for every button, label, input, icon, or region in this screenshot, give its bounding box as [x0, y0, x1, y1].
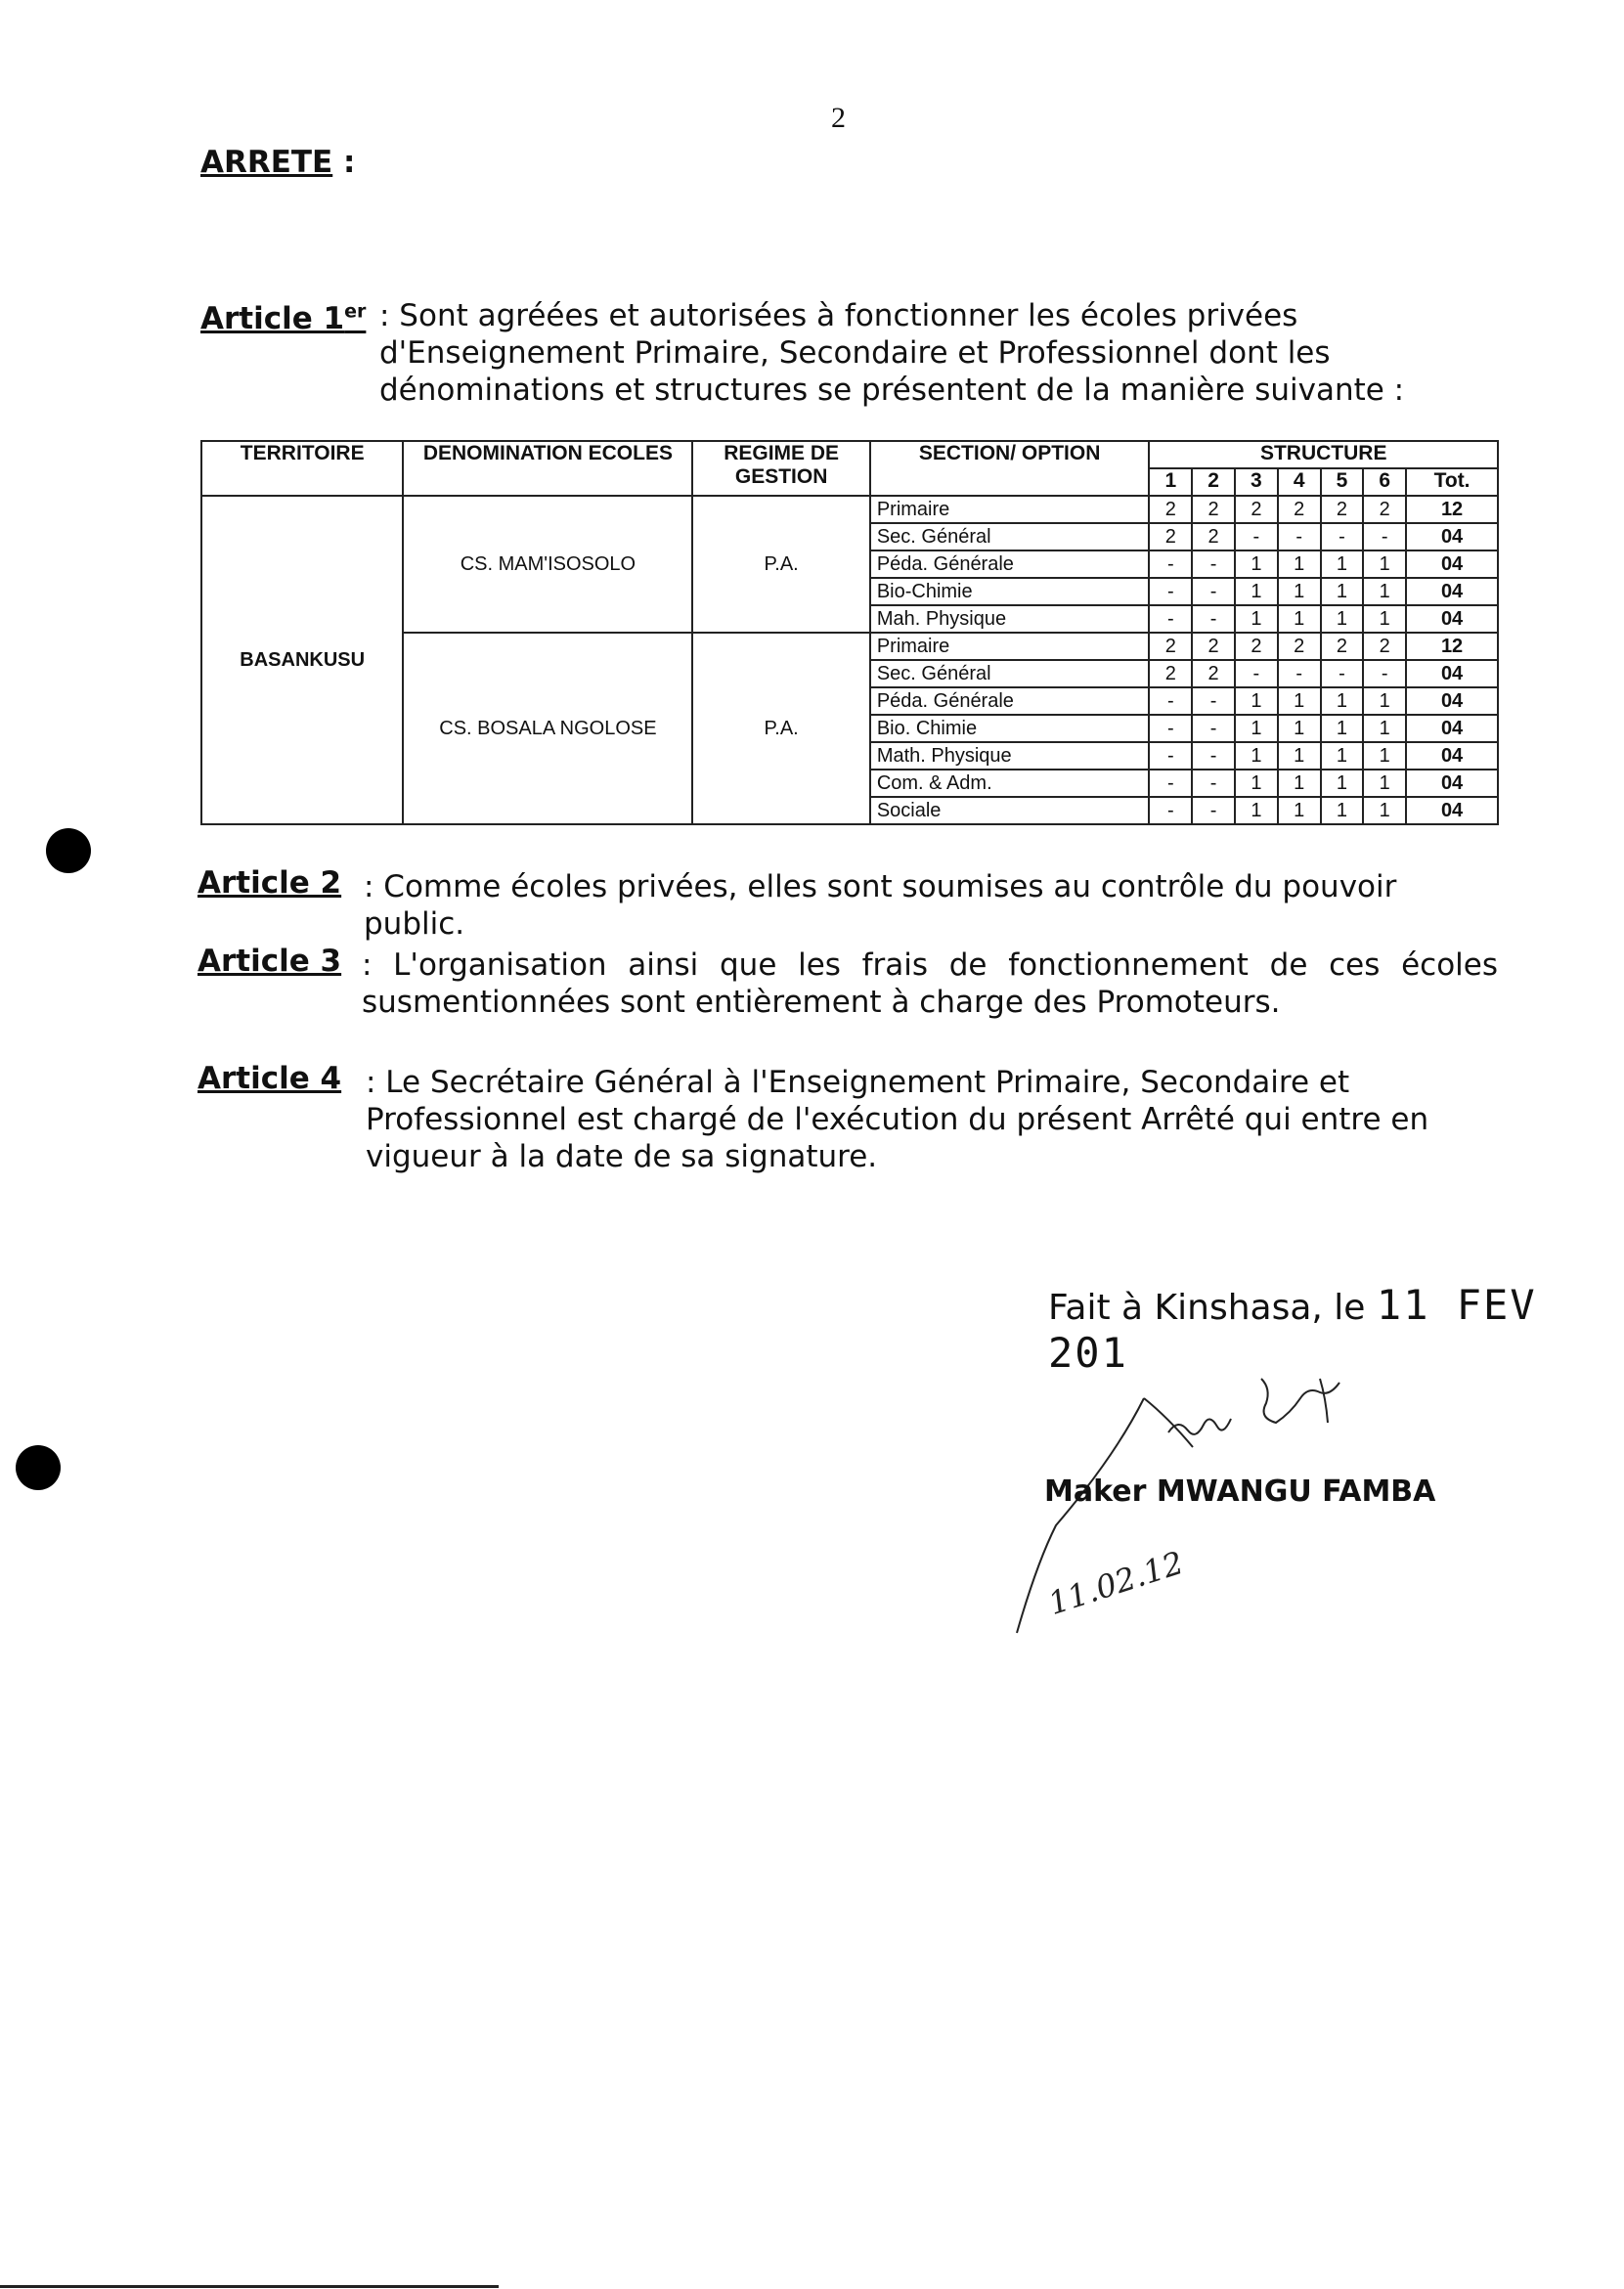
- structure-value-cell: 1: [1278, 550, 1321, 578]
- article-4: [198, 1060, 1498, 1174]
- structure-value-cell: 2: [1192, 523, 1235, 550]
- stamp-date: 11 FEV 201: [1048, 1281, 1537, 1377]
- structure-value-cell: 1: [1235, 715, 1278, 742]
- header-section: SECTION/ OPTION: [870, 441, 1150, 496]
- total-cell: 04: [1406, 523, 1498, 550]
- total-cell: 04: [1406, 605, 1498, 633]
- option-cell: Primaire: [870, 633, 1150, 660]
- structure-value-cell: -: [1235, 660, 1278, 687]
- structure-value-cell: 1: [1363, 550, 1406, 578]
- school-name-cell: CS. MAM'ISOSOLO: [403, 496, 692, 633]
- total-cell: 04: [1406, 550, 1498, 578]
- option-cell: Sociale: [870, 797, 1150, 824]
- structure-value-cell: -: [1149, 797, 1192, 824]
- structure-value-cell: 2: [1321, 496, 1364, 523]
- structure-value-cell: -: [1149, 687, 1192, 715]
- structure-value-cell: 1: [1278, 797, 1321, 824]
- school-name-cell: CS. BOSALA NGOLOSE: [403, 633, 692, 824]
- structure-value-cell: 1: [1235, 578, 1278, 605]
- structure-value-cell: 1: [1278, 770, 1321, 797]
- header-structure: STRUCTURE: [1149, 441, 1498, 468]
- structure-value-cell: 1: [1321, 742, 1364, 770]
- total-cell: 04: [1406, 770, 1498, 797]
- structure-value-cell: 1: [1235, 687, 1278, 715]
- structure-value-cell: 2: [1235, 633, 1278, 660]
- article-1-label: Article 1er: [200, 301, 367, 337]
- territoire-cell: BASANKUSU: [201, 496, 403, 824]
- structure-value-cell: -: [1192, 797, 1235, 824]
- option-cell: Primaire: [870, 496, 1150, 523]
- structure-value-cell: 2: [1235, 496, 1278, 523]
- structure-value-cell: -: [1192, 605, 1235, 633]
- total-cell: 04: [1406, 797, 1498, 824]
- structure-value-cell: 1: [1235, 770, 1278, 797]
- total-cell: 04: [1406, 715, 1498, 742]
- structure-value-cell: -: [1321, 523, 1364, 550]
- structure-value-cell: -: [1149, 770, 1192, 797]
- regime-cell: P.A.: [692, 633, 869, 824]
- structure-value-cell: -: [1363, 660, 1406, 687]
- structure-value-cell: 1: [1363, 605, 1406, 633]
- structure-value-cell: -: [1149, 605, 1192, 633]
- header-territoire: TERRITOIRE: [201, 441, 403, 496]
- structure-value-cell: 1: [1363, 770, 1406, 797]
- header-col-total: Tot.: [1406, 468, 1498, 496]
- structure-value-cell: 2: [1149, 633, 1192, 660]
- structure-value-cell: 1: [1235, 797, 1278, 824]
- header-col: 2: [1192, 468, 1235, 496]
- structure-value-cell: 2: [1278, 496, 1321, 523]
- header-regime: REGIME DE GESTION: [692, 441, 869, 496]
- structure-value-cell: 2: [1149, 660, 1192, 687]
- structure-value-cell: 1: [1363, 797, 1406, 824]
- header-col: 4: [1278, 468, 1321, 496]
- structure-value-cell: -: [1149, 715, 1192, 742]
- structure-value-cell: 1: [1235, 550, 1278, 578]
- structure-value-cell: -: [1149, 578, 1192, 605]
- structure-value-cell: -: [1321, 660, 1364, 687]
- header-col: 1: [1149, 468, 1192, 496]
- structure-value-cell: 1: [1278, 687, 1321, 715]
- structure-value-cell: 1: [1321, 578, 1364, 605]
- structure-value-cell: 1: [1278, 605, 1321, 633]
- arrete-label: ARRETE: [200, 145, 333, 180]
- structure-value-cell: 1: [1321, 550, 1364, 578]
- signatory-name: Maker MWANGU FAMBA: [1044, 1475, 1436, 1509]
- structure-value-cell: 2: [1192, 660, 1235, 687]
- bottom-rule: [0, 2285, 499, 2288]
- structure-value-cell: -: [1192, 742, 1235, 770]
- table-row: [201, 496, 1498, 523]
- structure-value-cell: 1: [1321, 605, 1364, 633]
- structure-value-cell: -: [1192, 578, 1235, 605]
- schools-structure-table: [200, 440, 1499, 825]
- total-cell: 04: [1406, 660, 1498, 687]
- structure-value-cell: -: [1149, 742, 1192, 770]
- option-cell: Bio-Chimie: [870, 578, 1150, 605]
- page-number: 2: [831, 102, 846, 134]
- structure-value-cell: 1: [1235, 605, 1278, 633]
- header-denomination: DENOMINATION ECOLES: [403, 441, 692, 496]
- structure-value-cell: -: [1149, 550, 1192, 578]
- article-3: [198, 943, 1498, 1020]
- structure-value-cell: -: [1278, 660, 1321, 687]
- total-cell: 04: [1406, 578, 1498, 605]
- article-3-text: : L'organisation ainsi que les frais de fonctionnement de ces écoles susmentionnées sont entièrement à charge des Promoteurs.: [362, 947, 1498, 1020]
- structure-value-cell: 1: [1278, 578, 1321, 605]
- option-cell: Math. Physique: [870, 742, 1150, 770]
- structure-value-cell: 1: [1321, 687, 1364, 715]
- structure-value-cell: 2: [1278, 633, 1321, 660]
- option-cell: Sec. Général: [870, 660, 1150, 687]
- header-col: 5: [1321, 468, 1364, 496]
- handwritten-date: 11.02.12: [1043, 1543, 1188, 1623]
- table-header-row: [201, 441, 1498, 468]
- structure-value-cell: 2: [1321, 633, 1364, 660]
- total-cell: 12: [1406, 496, 1498, 523]
- total-cell: 04: [1406, 742, 1498, 770]
- article-1-text: : Sont agréées et autorisées à fonctionner les écoles privées d'Enseignement Primaire, Secondaire et Professionnel dont les dénominations et structures se présentent de la manière suivante :: [379, 298, 1405, 408]
- option-cell: Com. & Adm.: [870, 770, 1150, 797]
- structure-value-cell: 1: [1363, 715, 1406, 742]
- structure-value-cell: -: [1363, 523, 1406, 550]
- header-col: 6: [1363, 468, 1406, 496]
- option-cell: Sec. Général: [870, 523, 1150, 550]
- option-cell: Péda. Générale: [870, 550, 1150, 578]
- option-cell: Bio. Chimie: [870, 715, 1150, 742]
- article-1: [200, 293, 1501, 408]
- structure-value-cell: 2: [1149, 496, 1192, 523]
- structure-value-cell: 1: [1363, 578, 1406, 605]
- structure-value-cell: -: [1235, 523, 1278, 550]
- punch-hole-mark: [46, 828, 91, 873]
- structure-value-cell: 1: [1278, 715, 1321, 742]
- structure-value-cell: 1: [1235, 742, 1278, 770]
- option-cell: Mah. Physique: [870, 605, 1150, 633]
- structure-value-cell: 1: [1321, 770, 1364, 797]
- arrete-heading: [200, 145, 355, 180]
- header-col: 3: [1235, 468, 1278, 496]
- option-cell: Péda. Générale: [870, 687, 1150, 715]
- structure-value-cell: 2: [1149, 523, 1192, 550]
- structure-value-cell: 1: [1321, 797, 1364, 824]
- punch-hole-mark: [16, 1445, 61, 1490]
- table-body: [201, 496, 1498, 824]
- structure-value-cell: 1: [1363, 687, 1406, 715]
- structure-value-cell: -: [1192, 715, 1235, 742]
- structure-value-cell: 2: [1363, 496, 1406, 523]
- structure-value-cell: 1: [1321, 715, 1364, 742]
- structure-value-cell: 1: [1278, 742, 1321, 770]
- structure-value-cell: 2: [1363, 633, 1406, 660]
- article-4-text: : Le Secrétaire Général à l'Enseignement Primaire, Secondaire et Professionnel est chargé de l'exécution du présent Arrêté qui entre en vigueur à la date de sa signature.: [366, 1065, 1429, 1174]
- article-4-label: Article 4: [198, 1061, 342, 1096]
- structure-value-cell: -: [1192, 687, 1235, 715]
- structure-value-cell: 1: [1363, 742, 1406, 770]
- structure-value-cell: -: [1278, 523, 1321, 550]
- arrete-colon: :: [332, 145, 356, 180]
- article-2-text: : Comme écoles privées, elles sont soumises au contrôle du pouvoir public.: [364, 869, 1397, 942]
- total-cell: 04: [1406, 687, 1498, 715]
- structure-value-cell: 2: [1192, 496, 1235, 523]
- place-label: Fait à Kinshasa, le: [1048, 1288, 1366, 1328]
- regime-cell: P.A.: [692, 496, 869, 633]
- structure-value-cell: -: [1192, 770, 1235, 797]
- structure-value-cell: 2: [1192, 633, 1235, 660]
- article-3-label: Article 3: [198, 944, 342, 979]
- article-2: [198, 864, 1498, 942]
- structure-value-cell: -: [1192, 550, 1235, 578]
- total-cell: 12: [1406, 633, 1498, 660]
- article-2-label: Article 2: [198, 865, 342, 901]
